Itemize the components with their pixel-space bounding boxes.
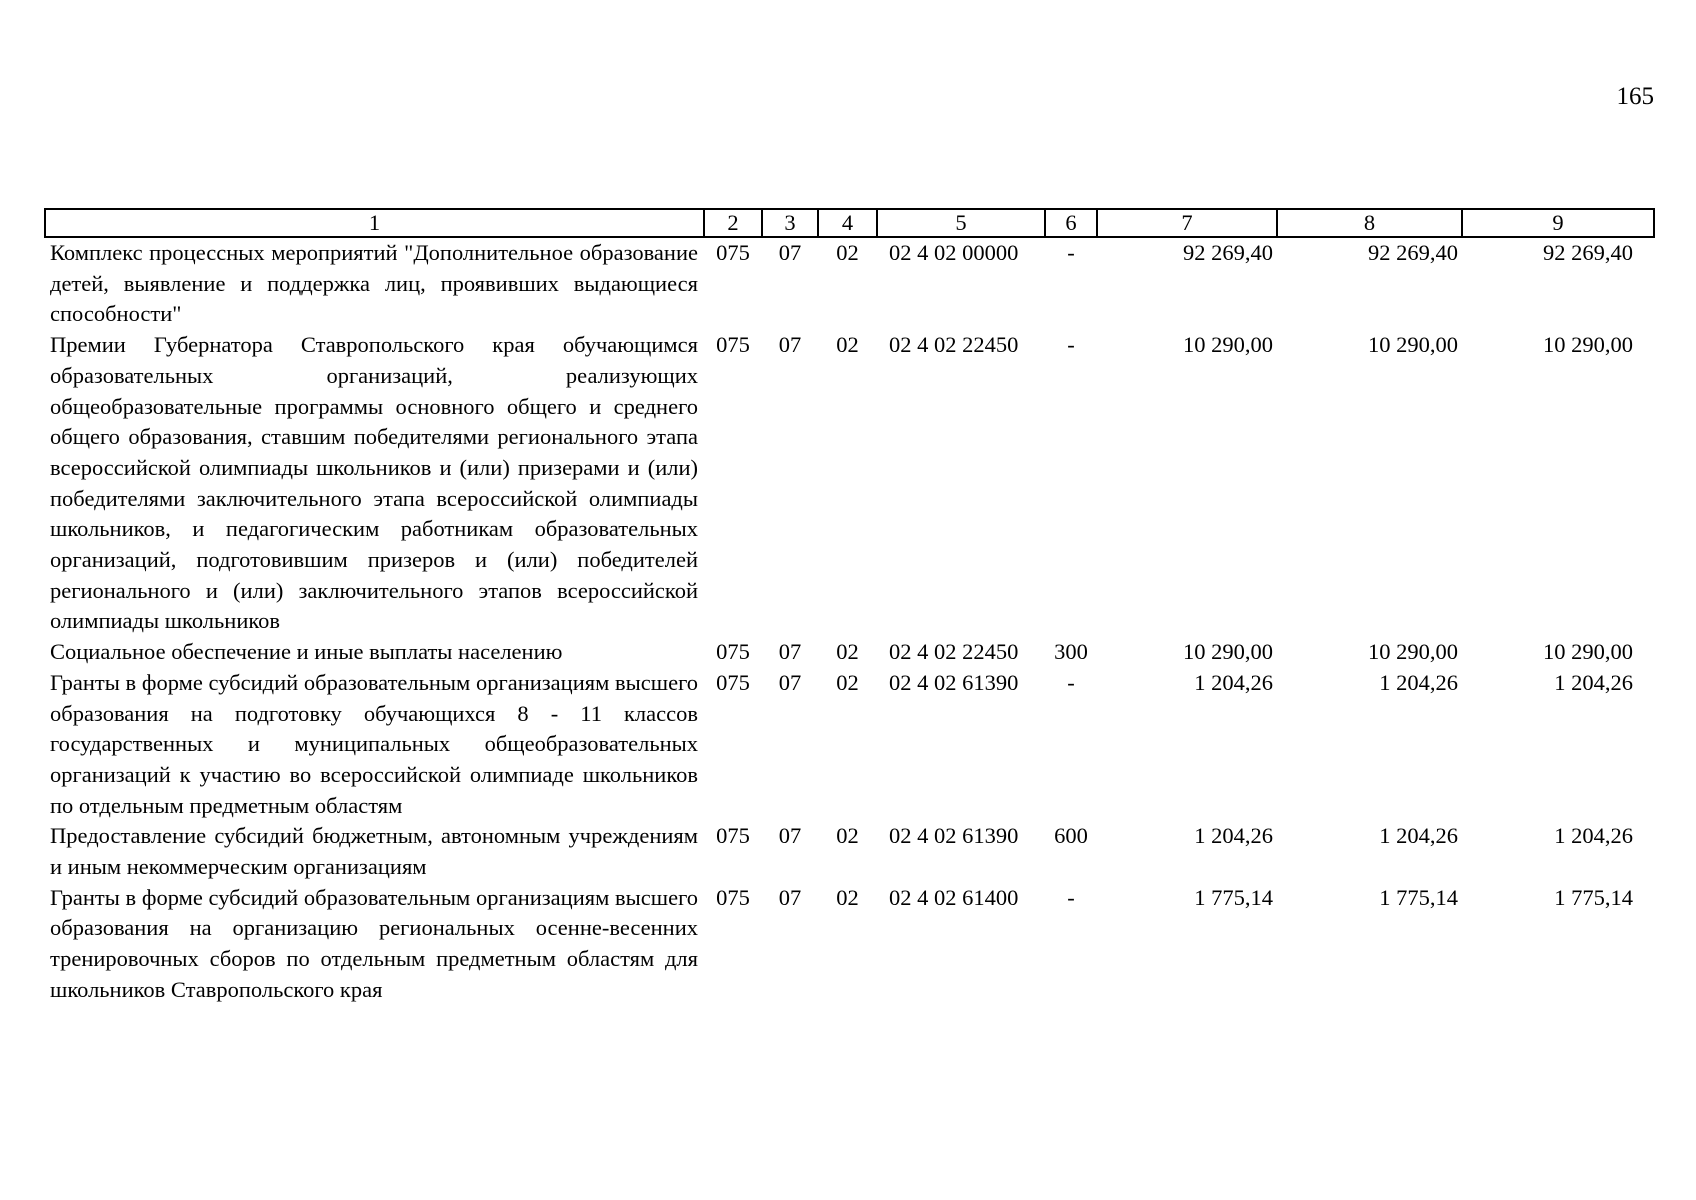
amount-col-8: 1 775,14 xyxy=(1379,884,1458,910)
target-article-code: 02 4 02 61400 xyxy=(889,884,1019,910)
column-header: 5 xyxy=(877,209,1045,237)
ministry-code: 075 xyxy=(716,884,750,910)
amount-col-8: 1 204,26 xyxy=(1379,669,1458,695)
amount-col-9: 1 204,26 xyxy=(1554,823,1633,849)
amount-col-9: 1 204,26 xyxy=(1554,669,1633,695)
row-description: Предоставление субсидий бюджетным, автономным учреждениям и иным некоммерческим организациям xyxy=(50,823,698,880)
column-header: 6 xyxy=(1045,209,1097,237)
amount-col-7: 10 290,00 xyxy=(1183,332,1273,358)
target-article-code: 02 4 02 61390 xyxy=(889,669,1019,695)
section-code: 07 xyxy=(778,884,802,910)
page-number: 165 xyxy=(1616,83,1654,110)
target-article-code: 02 4 02 61390 xyxy=(889,823,1019,849)
column-header: 8 xyxy=(1277,209,1462,237)
row-description: Премии Губернатора Ставропольского края обучающимся образовательных организаций, реализующих общеобразовательные программы основного общего и среднего общего образования, ставшим победителями регионального этапа всероссийской олимпиады школьников и (или) призерами и (или) победителями заключительного этапа всероссийской олимпиады школьников, и педагогическим работникам образовательных организаций, подготовившим призеров и (или) победителей регионального и (или) заключительного этапов всероссийской олимпиады школьников xyxy=(50,332,698,634)
row-description: Комплекс процессных мероприятий "Дополнительное образование детей, выявление и поддержка лиц, проявивших выдающиеся способности" xyxy=(50,240,698,327)
table-header-row xyxy=(45,209,1654,237)
amount-col-7: 10 290,00 xyxy=(1183,639,1273,665)
expense-type-code: 300 xyxy=(1054,639,1088,665)
column-header: 1 xyxy=(45,209,704,237)
amount-col-7: 1 775,14 xyxy=(1194,884,1273,910)
table-row xyxy=(45,330,1654,637)
ministry-code: 075 xyxy=(716,332,750,358)
expense-type-code: - xyxy=(1067,240,1075,265)
table-row xyxy=(45,821,1654,882)
section-code: 07 xyxy=(778,669,802,695)
subsection-code: 02 xyxy=(836,823,859,849)
subsection-code: 02 xyxy=(836,639,859,665)
column-header: 4 xyxy=(818,209,877,237)
amount-col-7: 92 269,40 xyxy=(1183,240,1273,265)
table-row xyxy=(45,637,1654,668)
section-code: 07 xyxy=(778,240,802,265)
ministry-code: 075 xyxy=(716,639,750,665)
amount-col-9: 10 290,00 xyxy=(1543,332,1633,358)
subsection-code: 02 xyxy=(836,669,859,695)
section-code: 07 xyxy=(778,823,802,849)
table-row xyxy=(45,668,1654,822)
amount-col-8: 10 290,00 xyxy=(1368,332,1458,358)
row-description: Гранты в форме субсидий образовательным организациям высшего образования на организацию региональных осенне-весенних тренировочных сборов по отдельным предметным областям для школьников Ставропольского края xyxy=(50,884,698,1002)
expense-type-code: 600 xyxy=(1054,823,1088,849)
target-article-code: 02 4 02 22450 xyxy=(889,332,1019,358)
subsection-code: 02 xyxy=(836,332,859,358)
budget-table xyxy=(44,208,1655,1006)
amount-col-9: 10 290,00 xyxy=(1543,639,1633,665)
target-article-code: 02 4 02 00000 xyxy=(889,240,1019,265)
column-header: 9 xyxy=(1462,209,1654,237)
section-code: 07 xyxy=(778,332,802,358)
amount-col-7: 1 204,26 xyxy=(1194,669,1273,695)
subsection-code: 02 xyxy=(836,240,859,265)
expense-type-code: - xyxy=(1067,332,1075,358)
amount-col-7: 1 204,26 xyxy=(1194,823,1273,849)
expense-type-code: - xyxy=(1067,884,1075,910)
target-article-code: 02 4 02 22450 xyxy=(889,639,1019,665)
amount-col-8: 10 290,00 xyxy=(1368,639,1458,665)
row-description: Гранты в форме субсидий образовательным организациям высшего образования на подготовку обучающихся 8 - 11 классов государственных и муниципальных общеобразовательных организаций к участию во всероссийской олимпиаде школьников по отдельным предметным областям xyxy=(50,669,698,818)
amount-col-9: 92 269,40 xyxy=(1543,240,1633,265)
section-code: 07 xyxy=(778,639,802,665)
ministry-code: 075 xyxy=(716,240,750,265)
subsection-code: 02 xyxy=(836,884,859,910)
column-header: 7 xyxy=(1097,209,1277,237)
amount-col-8: 92 269,40 xyxy=(1368,240,1458,265)
column-header: 3 xyxy=(762,209,818,237)
amount-col-8: 1 204,26 xyxy=(1379,823,1458,849)
expense-type-code: - xyxy=(1067,669,1075,695)
amount-col-9: 1 775,14 xyxy=(1554,884,1633,910)
ministry-code: 075 xyxy=(716,669,750,695)
column-header: 2 xyxy=(704,209,762,237)
table-row xyxy=(45,883,1654,1006)
ministry-code: 075 xyxy=(716,823,750,849)
row-description: Социальное обеспечение и иные выплаты населению xyxy=(50,639,563,665)
table-row xyxy=(45,237,1654,330)
